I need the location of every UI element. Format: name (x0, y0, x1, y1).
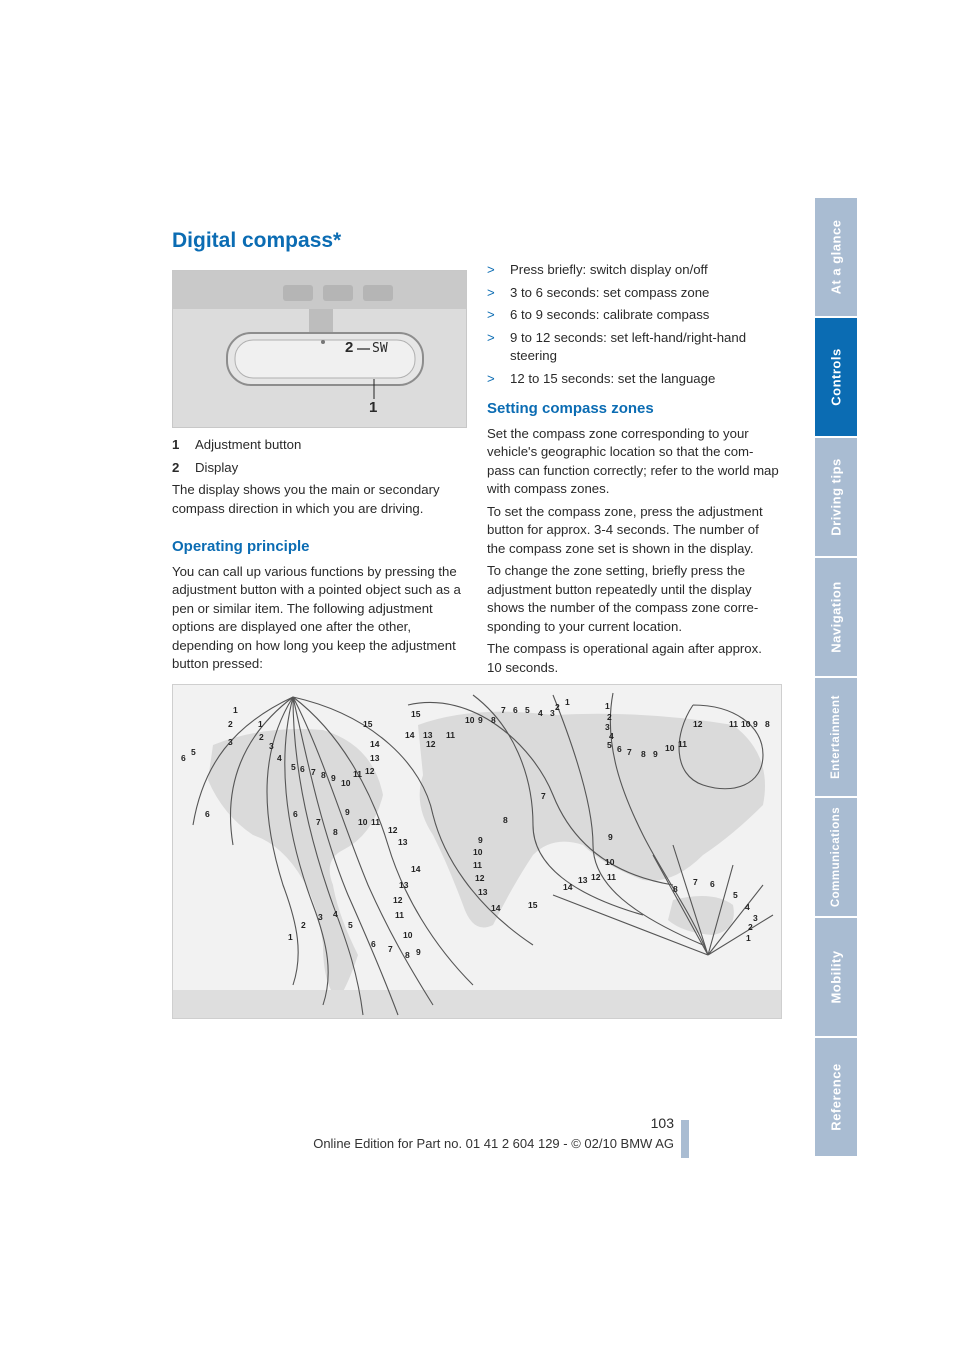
operating-heading: Operating principle (172, 538, 310, 555)
bullet-marker: > (487, 284, 495, 300)
mirror-illustration (173, 271, 466, 427)
option-text: 12 to 15 seconds: set the language (510, 370, 716, 386)
zone-number-label: 6 (300, 764, 305, 774)
zone-number-label: 11 (371, 817, 380, 827)
callout-2: 2 (345, 339, 354, 356)
zone-number-label: 10 (341, 778, 351, 788)
legend-item (172, 459, 465, 478)
side-tab-label: Controls (828, 348, 844, 406)
zone-number-label: 3 (318, 912, 323, 922)
zone-number-label: 9 (345, 807, 350, 817)
side-tab-navigation[interactable] (815, 558, 857, 676)
legend-text: Adjustment button (195, 437, 302, 452)
mirror-figure (172, 270, 467, 428)
zone-number-label: 7 (627, 747, 632, 757)
option-text: 3 to 6 seconds: set compass zone (510, 284, 710, 300)
zone-number-label: 14 (370, 739, 380, 749)
side-tab-mobility[interactable] (815, 918, 857, 1036)
option-item (487, 329, 779, 366)
zones-paragraph: The compass is operational again after approx. 10 seconds. (487, 641, 762, 675)
zone-number-label: 10 (358, 817, 368, 827)
zone-number-label: 8 (491, 715, 496, 725)
zone-number-label: 2 (301, 920, 306, 930)
right-column (487, 261, 779, 681)
zone-number-label: 3 (228, 737, 233, 747)
zone-number-label: 9 (608, 832, 613, 842)
side-tab-label: Mobility (828, 950, 844, 1004)
zone-number-label: 2 (259, 732, 264, 742)
operating-paragraph: You can call up various functions by pressing the adjustment button with a pointed object such as a pen or similar item. The following adjustment options are displayed one after the other, depending on how long you keep the adjustment button pressed: (172, 563, 461, 671)
zone-number-label: 11 (729, 719, 738, 729)
zone-number-label: 12 (388, 825, 398, 835)
zone-number-label: 6 (205, 809, 210, 819)
zone-number-label: 13 (370, 753, 380, 763)
zone-number-label: 10 (665, 743, 675, 753)
bullet-marker: > (487, 329, 495, 345)
side-tab-controls[interactable] (815, 318, 857, 436)
side-tab-reference[interactable] (815, 1038, 857, 1156)
zone-number-label: 2 (607, 712, 612, 722)
zones-paragraph: Set the compass zone corresponding to your vehicle's geographic location so that the com-pass can function correctly; refer to the world map with compass zones. (487, 425, 779, 496)
compass-zone-map (172, 684, 782, 1019)
zone-number-label: 1 (258, 719, 263, 729)
zone-number-label: 15 (411, 709, 421, 719)
zone-number-label: 1 (288, 932, 293, 942)
side-tab-label: Entertainment (830, 695, 842, 779)
zone-number-label: 9 (478, 715, 483, 725)
zone-number-label: 10 (473, 847, 483, 857)
zone-number-label: 7 (316, 817, 321, 827)
side-tab-communications[interactable] (815, 798, 857, 916)
option-item (487, 370, 779, 389)
bullet-marker: > (487, 262, 495, 277)
zone-number-label: 10 (465, 715, 475, 725)
zone-number-label: 9 (653, 749, 658, 759)
bullet-marker: > (487, 370, 495, 386)
zone-number-label: 3 (550, 708, 555, 718)
option-text: 6 to 9 seconds: calibrate compass (510, 307, 710, 322)
option-text: Press briefly: switch display on/off (510, 262, 708, 277)
section-tabs (815, 198, 857, 1158)
zone-number-label: 6 (371, 939, 376, 949)
zone-number-label: 14 (491, 903, 501, 913)
page-marker-bar (681, 1120, 689, 1158)
option-list (487, 261, 779, 388)
zone-number-label: 11 (395, 910, 404, 920)
zone-number-label: 12 (693, 719, 703, 729)
zone-number-label: 9 (478, 835, 483, 845)
zone-number-label: 7 (501, 705, 506, 715)
page-title: Digital compass* (172, 229, 342, 252)
option-item (487, 306, 779, 325)
zone-number-label: 8 (673, 884, 678, 894)
zone-number-label: 14 (563, 882, 573, 892)
zone-number-label: 14 (411, 864, 421, 874)
zone-number-label: 9 (753, 719, 758, 729)
side-tab-label: Communications (830, 806, 842, 908)
zone-number-label: 12 (475, 873, 485, 883)
side-tab-label: Reference (828, 1063, 844, 1131)
zone-number-label: 8 (333, 827, 338, 837)
zone-number-label: 7 (388, 944, 393, 954)
side-tab-entertainment[interactable] (815, 678, 857, 796)
zone-number-label: 7 (541, 791, 546, 801)
zone-number-label: 3 (605, 722, 610, 732)
side-tab-label: Driving tips (828, 458, 844, 536)
zone-number-label: 10 (605, 857, 615, 867)
footer-text: Online Edition for Part no. 01 41 2 604 129 - © 02/10 BMW AG (313, 1136, 674, 1151)
zone-number-label: 14 (405, 730, 415, 740)
side-tab-at-a-glance[interactable] (815, 198, 857, 316)
mirror-display-text: SW (372, 341, 388, 356)
legend-item (172, 436, 465, 455)
zone-number-label: 2 (748, 922, 753, 932)
zone-number-label: 10 (741, 719, 751, 729)
zone-number-label: 5 (607, 740, 612, 750)
zone-number-label: 5 (733, 890, 738, 900)
left-column (172, 436, 465, 678)
zone-number-label: 15 (363, 719, 373, 729)
side-tab-label: Navigation (828, 581, 844, 653)
zone-number-label: 1 (746, 933, 751, 943)
zone-number-label: 13 (578, 875, 588, 885)
zone-number-label: 5 (191, 747, 196, 757)
zone-number-label: 13 (399, 880, 409, 890)
zone-number-label: 5 (525, 705, 530, 715)
option-item (487, 284, 779, 303)
zone-number-label: 13 (398, 837, 408, 847)
legend-number: 1 (172, 437, 180, 452)
option-text: 9 to 12 seconds: set left-hand/right-hand steering (510, 329, 747, 363)
bullet-marker: > (487, 307, 495, 322)
legend-number: 2 (172, 459, 180, 475)
zone-number-label: 4 (609, 731, 614, 741)
zone-number-label: 11 (353, 769, 362, 779)
zone-number-label: 15 (528, 900, 538, 910)
zone-number-label: 6 (181, 753, 186, 763)
zone-number-label: 3 (269, 741, 274, 751)
zone-number-label: 8 (765, 719, 770, 729)
zone-number-label: 1 (605, 701, 610, 711)
zone-number-label: 12 (365, 766, 375, 776)
zone-number-label: 8 (405, 950, 410, 960)
zone-number-label: 8 (641, 749, 646, 759)
zone-number-label: 4 (538, 708, 543, 718)
zone-number-label: 4 (277, 753, 282, 763)
zone-number-label: 4 (745, 902, 750, 912)
zone-number-label: 5 (291, 762, 296, 772)
zones-paragraph: To set the compass zone, press the adjustment button for approx. 3-4 seconds. The number of the compass zone set is shown in the display. (487, 503, 763, 556)
zone-number-label: 12 (426, 739, 436, 749)
zone-number-label: 2 (228, 719, 233, 729)
zone-number-label: 6 (513, 705, 518, 715)
zones-heading: Setting compass zones (487, 400, 654, 417)
zone-number-label: 11 (446, 730, 455, 740)
page-number: 103 (650, 1115, 674, 1131)
zone-number-label: 5 (348, 920, 353, 930)
intro-paragraph: The display shows you the main or secondary compass direction in which you are driving. (172, 482, 440, 516)
zone-number-label: 13 (478, 887, 488, 897)
zone-number-label: 2 (555, 702, 560, 712)
zone-number-label: 11 (678, 739, 687, 749)
zone-number-label: 9 (416, 947, 421, 957)
zone-number-label: 13 (423, 730, 433, 740)
zone-number-label: 7 (311, 767, 316, 777)
side-tab-label: At a glance (828, 219, 844, 295)
zone-number-label: 9 (331, 773, 336, 783)
zone-number-label: 6 (710, 879, 715, 889)
zone-number-label: 11 (607, 872, 616, 882)
zone-number-label: 12 (591, 872, 601, 882)
zone-number-label: 1 (565, 697, 570, 707)
zone-number-label: 4 (333, 909, 338, 919)
zone-map-illustration (173, 685, 781, 1018)
zone-number-label: 10 (403, 930, 413, 940)
zone-number-label: 6 (617, 744, 622, 754)
zone-number-label: 3 (753, 913, 758, 923)
zone-number-label: 12 (393, 895, 403, 905)
zone-number-label: 6 (293, 809, 298, 819)
callout-1: 1 (369, 399, 378, 416)
zone-number-label: 1 (233, 705, 238, 715)
zone-number-label: 11 (473, 860, 482, 870)
zone-number-label: 8 (503, 815, 508, 825)
legend-text: Display (195, 459, 239, 475)
option-item (487, 261, 779, 280)
zone-number-label: 7 (693, 877, 698, 887)
zone-number-label: 8 (321, 770, 326, 780)
zones-paragraph: To change the zone setting, briefly press the adjustment button repeatedly until the display shows the number of the compass zone corre-sponding to your current location. (487, 563, 759, 634)
side-tab-driving-tips[interactable] (815, 438, 857, 556)
